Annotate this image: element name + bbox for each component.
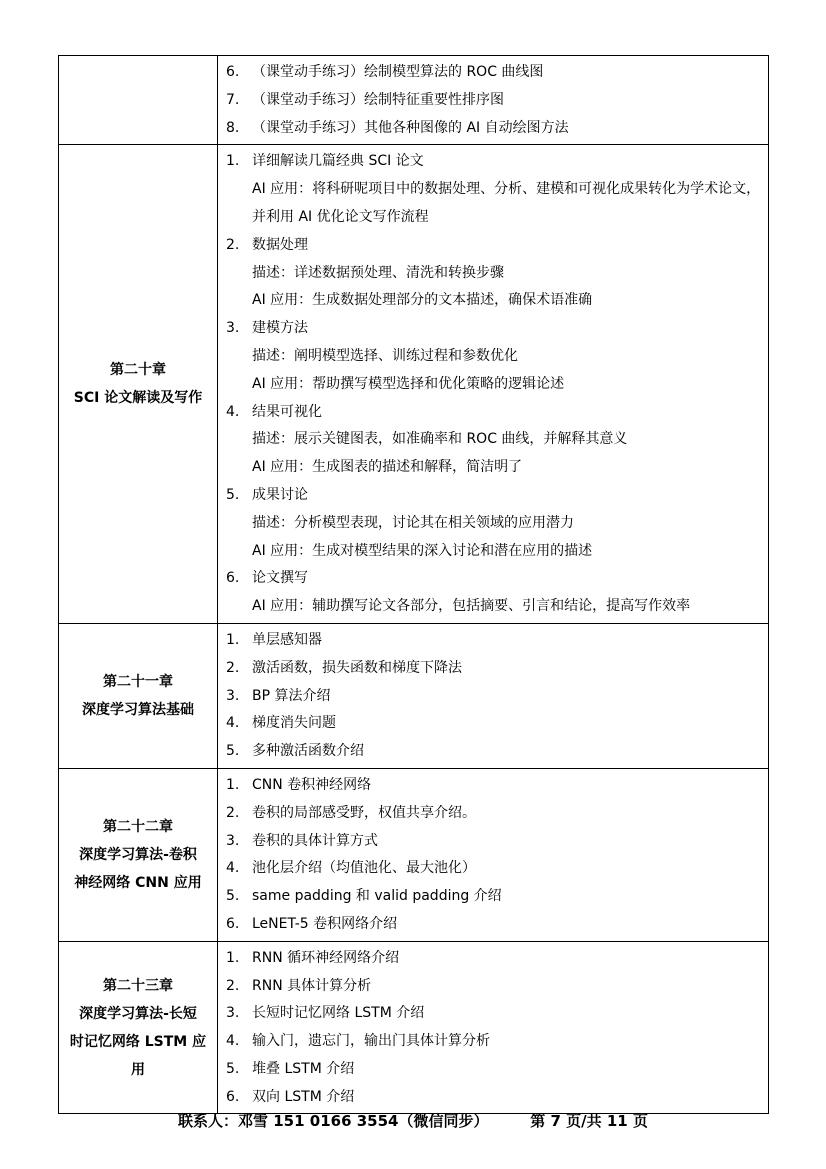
chapter-title-cell xyxy=(59,768,218,941)
list-item xyxy=(218,59,768,87)
list-item-detail: 描述：分析模型表现，讨论其在相关领域的应用潜力 xyxy=(252,514,574,531)
list-item-number: 3. xyxy=(226,320,240,337)
list-item-number: 2. xyxy=(226,977,240,994)
chapter-title-cell xyxy=(59,145,218,624)
list-item-text: RNN 循环神经网络介绍 xyxy=(252,949,400,966)
list-item xyxy=(218,115,768,143)
chapter-title-line: 时记忆网络 LSTM 应 xyxy=(69,1033,207,1050)
list-item-detail: AI 应用：生成对模型结果的深入讨论和潜在应用的描述 xyxy=(252,542,593,559)
list-item-text: （课堂动手练习）绘制特征重要性排序图 xyxy=(252,91,504,108)
course-table-body xyxy=(59,56,769,1114)
list-item-number: 5. xyxy=(226,743,240,760)
list-item-text: 长短时记忆网络 LSTM 介绍 xyxy=(252,1005,425,1022)
list-item xyxy=(218,315,768,343)
list-item-text: BP 算法介绍 xyxy=(252,687,331,704)
list-item xyxy=(218,1084,768,1112)
list-item-number: 1. xyxy=(226,949,240,966)
list-item-detail: AI 应用：辅助撰写论文各部分，包括摘要、引言和结论，提高写作效率 xyxy=(252,598,691,615)
list-item xyxy=(218,973,768,1001)
list-item xyxy=(218,855,768,883)
chapter-title-line: 深度学习算法-卷积 xyxy=(79,846,197,863)
list-item-number: 2. xyxy=(226,236,240,253)
list-item xyxy=(218,772,768,800)
list-item-text: 论文撰写 xyxy=(252,570,308,587)
course-table xyxy=(58,55,769,1114)
list-item xyxy=(218,1000,768,1028)
list-item-text: 池化层介绍（均值池化、最大池化） xyxy=(252,860,476,877)
chapter-title-line: SCI 论文解读及写作 xyxy=(73,390,203,407)
list-item xyxy=(218,148,768,176)
chapter-title-cell xyxy=(59,623,218,768)
list-item-detail: 描述：详述数据预处理、清洗和转换步骤 xyxy=(252,264,504,281)
list-item-number: 3. xyxy=(226,1005,240,1022)
chapter-title-cell xyxy=(59,56,218,145)
footer-page-number: 第 7 页/共 11 页 xyxy=(530,1112,648,1130)
list-item-text: 输入门，遗忘门，输出门具体计算分析 xyxy=(252,1033,490,1050)
list-item-detail: AI 应用：将科研呢项目中的数据处理、分析、建模和可视化成果转化为学术论文，并利用 AI 优化论文写作流程 xyxy=(252,181,761,225)
chapter-content-cell xyxy=(218,941,769,1114)
chapter-row xyxy=(59,768,769,941)
chapter-content-cell xyxy=(218,768,769,941)
list-item xyxy=(218,655,768,683)
list-item-text: 双向 LSTM 介绍 xyxy=(252,1088,355,1105)
list-item xyxy=(218,232,768,260)
list-item-text: 堆叠 LSTM 介绍 xyxy=(252,1060,355,1077)
list-item-text: RNN 具体计算分析 xyxy=(252,977,372,994)
chapter-row xyxy=(59,145,769,624)
list-item-detail: AI 应用：帮助撰写模型选择和优化策略的逻辑论述 xyxy=(252,375,565,392)
list-item-number: 8. xyxy=(226,119,240,136)
chapter-row xyxy=(59,941,769,1114)
chapter-title-line: 用 xyxy=(131,1061,145,1078)
list-item-text: CNN 卷积神经网络 xyxy=(252,776,372,793)
list-item-number: 4. xyxy=(226,715,240,732)
chapter-title-line: 深度学习算法基础 xyxy=(82,701,194,718)
list-item xyxy=(218,945,768,973)
list-item-number: 5. xyxy=(226,486,240,503)
chapter-title-cell xyxy=(59,941,218,1114)
list-item-detail: AI 应用：生成数据处理部分的文本描述，确保术语准确 xyxy=(252,292,593,309)
list-item xyxy=(218,1028,768,1056)
list-item xyxy=(218,399,768,427)
list-item-text: （课堂动手练习）其他各种图像的 AI 自动绘图方法 xyxy=(252,119,569,136)
chapter-title-line: 第二十一章 xyxy=(103,673,173,690)
list-item-detail: AI 应用：生成图表的描述和解释，简洁明了 xyxy=(252,459,523,476)
list-item-number: 1. xyxy=(226,153,240,170)
chapter-content-cell xyxy=(218,56,769,145)
page-footer xyxy=(0,1110,826,1131)
list-item-number: 7. xyxy=(226,91,240,108)
list-item-text: same padding 和 valid padding 介绍 xyxy=(252,888,502,905)
list-item-number: 2. xyxy=(226,804,240,821)
list-item xyxy=(218,627,768,655)
list-item xyxy=(218,683,768,711)
list-item-text: 卷积的具体计算方式 xyxy=(252,832,378,849)
list-item xyxy=(218,87,768,115)
list-item-text: 详细解读几篇经典 SCI 论文 xyxy=(252,153,424,170)
list-item-text: （课堂动手练习）绘制模型算法的 ROC 曲线图 xyxy=(252,64,544,80)
list-item xyxy=(218,710,768,738)
chapter-content-cell xyxy=(218,145,769,624)
list-item-text: 多种激活函数介绍 xyxy=(252,743,364,760)
chapter-title-line: 神经网络 CNN 应用 xyxy=(74,874,202,891)
list-item xyxy=(218,738,768,766)
list-item-number: 3. xyxy=(226,832,240,849)
list-item-number: 6. xyxy=(226,64,240,80)
chapter-title-line: 第二十三章 xyxy=(103,977,173,994)
list-item-number: 4. xyxy=(226,860,240,877)
list-item xyxy=(218,800,768,828)
list-item xyxy=(218,482,768,510)
list-item xyxy=(218,911,768,939)
list-item-text: 激活函数，损失函数和梯度下降法 xyxy=(252,659,462,676)
list-item-number: 2. xyxy=(226,659,240,676)
chapter-title-line: 第二十章 xyxy=(110,362,166,379)
chapter-title-line: 深度学习算法-长短 xyxy=(79,1005,197,1022)
chapter-content-cell xyxy=(218,623,769,768)
list-item-text: 建模方法 xyxy=(252,320,308,337)
list-item-number: 1. xyxy=(226,776,240,793)
list-item-text: 结果可视化 xyxy=(252,403,322,420)
chapter-row xyxy=(59,623,769,768)
list-item-number: 6. xyxy=(226,915,240,932)
list-item-text: 卷积的局部感受野，权值共享介绍。 xyxy=(252,804,476,821)
list-item-detail: 描述：阐明模型选择、训练过程和参数优化 xyxy=(252,347,518,364)
list-item-text: 数据处理 xyxy=(252,236,308,253)
list-item xyxy=(218,883,768,911)
list-item-number: 4. xyxy=(226,403,240,420)
list-item-number: 1. xyxy=(226,631,240,648)
chapter-title-line: 第二十二章 xyxy=(103,818,173,835)
list-item xyxy=(218,828,768,856)
list-item xyxy=(218,565,768,593)
list-item-number: 6. xyxy=(226,1088,240,1105)
list-item-number: 3. xyxy=(226,687,240,704)
list-item-text: 单层感知器 xyxy=(252,631,322,648)
list-item-number: 5. xyxy=(226,888,240,905)
list-item-number: 6. xyxy=(226,570,240,587)
list-item-text: LeNET-5 卷积网络介绍 xyxy=(252,915,398,932)
list-item-text: 成果讨论 xyxy=(252,486,308,503)
footer-contact: 联系人：邓雪 151 0166 3554（微信同步） xyxy=(178,1112,489,1130)
list-item xyxy=(218,1056,768,1084)
list-item-text: 梯度消失问题 xyxy=(252,715,336,732)
list-item-number: 5. xyxy=(226,1060,240,1077)
list-item-detail: 描述：展示关键图表，如准确率和 ROC 曲线，并解释其意义 xyxy=(252,431,628,448)
list-item-number: 4. xyxy=(226,1033,240,1050)
chapter-row xyxy=(59,56,769,145)
